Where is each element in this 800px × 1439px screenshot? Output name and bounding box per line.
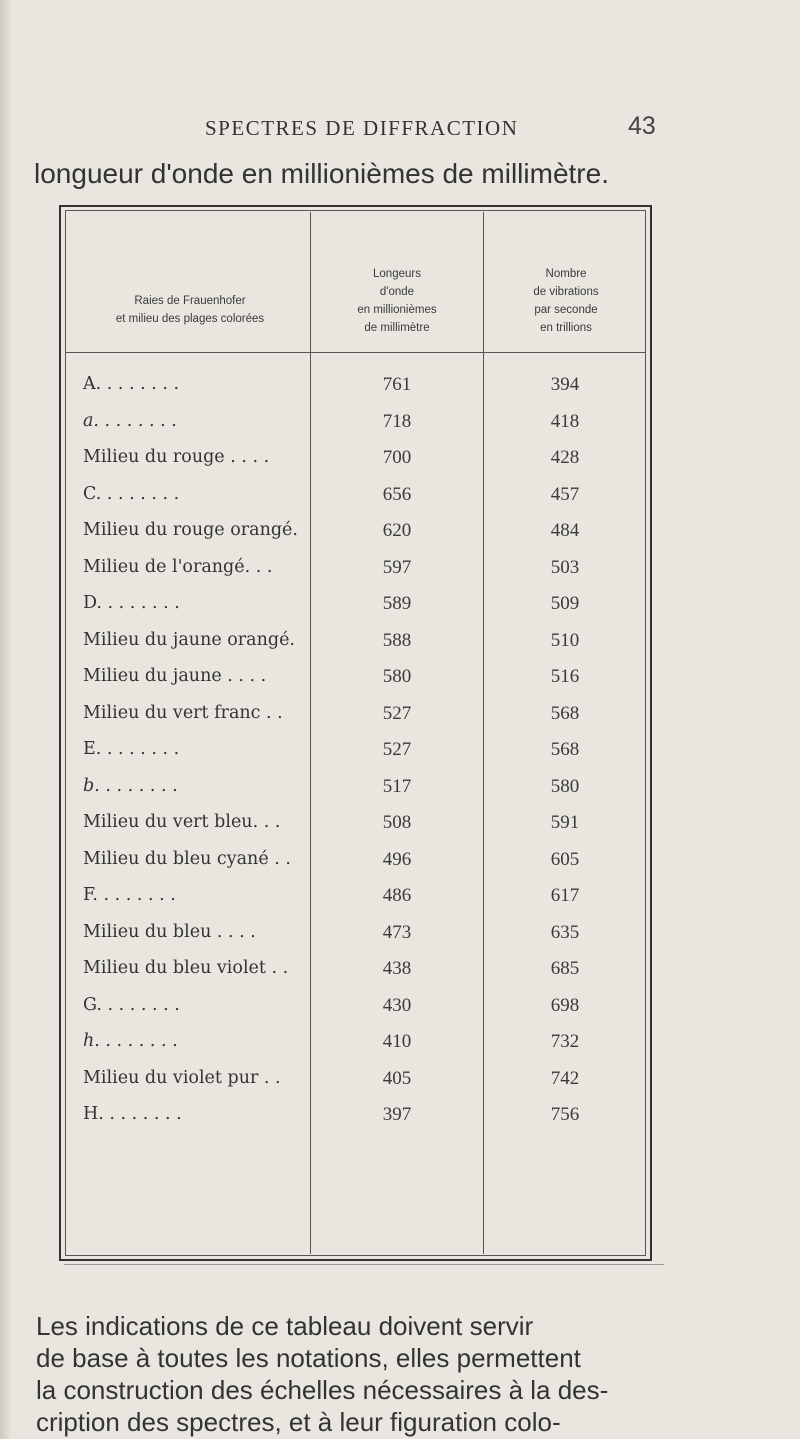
cell-wavelength: 508: [382, 812, 412, 833]
header-vibrations: [484, 265, 648, 337]
data-table: [59, 205, 652, 1261]
cell-vibrations: 510: [550, 629, 580, 651]
cell-wavelength: 761: [382, 374, 412, 395]
table-inner-border: [65, 210, 646, 1256]
cell-vibrations: 568: [550, 702, 580, 724]
paragraph-line: la construction des échelles nécessaires à la des-: [36, 1375, 609, 1405]
cell-wavelength: 589: [382, 593, 412, 614]
cell-wavelength: 517: [382, 775, 412, 797]
cell-vibrations: 617: [550, 885, 580, 906]
cell-vibrations: 503: [550, 556, 580, 578]
table-row: [61, 447, 654, 475]
table-row: [61, 1068, 654, 1096]
table-row: [61, 1104, 654, 1132]
cell-vibrations: 698: [550, 994, 580, 1016]
cell-wavelength: 397: [382, 1104, 412, 1125]
table-row: [61, 484, 654, 512]
paragraph-line: cription des spectres, et à leur figuration colo-: [36, 1407, 561, 1437]
cell-vibrations: 685: [550, 958, 580, 979]
cell-line-name: Milieu du vert bleu. . .: [83, 812, 281, 832]
cell-vibrations: 635: [550, 921, 580, 943]
table-row: [61, 812, 654, 840]
table-row: [61, 411, 654, 439]
cell-wavelength: 473: [382, 921, 412, 943]
table-row: [61, 776, 654, 804]
cell-vibrations: 742: [550, 1067, 580, 1089]
cell-vibrations: 394: [550, 374, 580, 395]
cell-line-name: Milieu du jaune orangé.: [83, 629, 295, 650]
page-number: 43: [628, 112, 656, 140]
cell-wavelength: 527: [382, 702, 412, 724]
cell-line-name: Milieu du bleu . . . .: [83, 921, 256, 942]
cell-vibrations: 509: [550, 593, 580, 614]
cell-line-name: b. . . . . . . .: [83, 775, 178, 796]
header-line: en millionièmes: [357, 304, 437, 316]
cell-wavelength: 410: [382, 1031, 412, 1052]
table-row: [61, 995, 654, 1023]
header-divider: [66, 352, 645, 353]
cell-wavelength: 438: [382, 958, 412, 979]
header-frauenhofer: [71, 292, 309, 328]
table-row: [61, 630, 654, 658]
table-row: [61, 557, 654, 585]
header-line: de millimètre: [364, 322, 430, 334]
table-row: [61, 1031, 654, 1059]
cell-line-name: Milieu du bleu cyané . .: [83, 848, 291, 869]
cell-line-name: D. . . . . . . .: [83, 593, 180, 613]
cell-line-name: C. . . . . . . .: [83, 483, 180, 504]
header-wavelength: [311, 265, 483, 337]
cell-vibrations: 457: [550, 483, 580, 505]
cell-wavelength: 718: [382, 410, 412, 432]
body-paragraph: [36, 1310, 776, 1438]
bottom-rule: [64, 1264, 664, 1265]
table-row: [61, 739, 654, 767]
cell-vibrations: 591: [550, 812, 580, 833]
cell-wavelength: 597: [382, 556, 412, 578]
table-row: [61, 520, 654, 548]
cell-line-name: Milieu du jaune . . . .: [83, 666, 267, 686]
header-line: Raies de Frauenhofer: [134, 295, 246, 307]
table-row: [61, 593, 654, 621]
running-head: [0, 112, 800, 152]
cell-vibrations: 580: [550, 775, 580, 797]
cell-vibrations: 418: [550, 410, 580, 432]
cell-vibrations: 756: [550, 1104, 580, 1125]
table-row: [61, 666, 654, 694]
table-row: [61, 885, 654, 913]
header-line: d'onde: [379, 286, 415, 298]
cell-line-name: Milieu du vert franc . .: [83, 702, 283, 723]
cell-wavelength: 700: [382, 447, 412, 468]
cell-wavelength: 620: [382, 520, 412, 541]
table-row: [61, 703, 654, 731]
header-line: en trillions: [540, 322, 592, 334]
cell-wavelength: 496: [382, 848, 412, 870]
cell-wavelength: 527: [382, 739, 412, 760]
cell-wavelength: 588: [382, 629, 412, 651]
header-line: Longeurs: [373, 268, 421, 280]
table-caption: longueur d'onde en millionièmes de millimètre.: [34, 158, 609, 189]
column-divider: [483, 212, 484, 1254]
cell-vibrations: 568: [550, 739, 580, 760]
header-line: de vibrations: [533, 286, 599, 298]
cell-vibrations: 732: [550, 1031, 580, 1052]
page-edge: [0, 0, 12, 1439]
cell-line-name: G. . . . . . . .: [83, 994, 180, 1015]
header-line: et milieu des plages colorées: [115, 313, 265, 325]
table-row: [61, 958, 654, 986]
running-title: SPECTRES DE DIFFRACTION: [205, 116, 519, 140]
cell-line-name: Milieu du rouge orangé.: [83, 520, 298, 540]
cell-vibrations: 484: [550, 520, 580, 541]
cell-vibrations: 428: [550, 447, 580, 468]
paragraph-line: de base à toutes les notations, elles permettent: [36, 1343, 581, 1373]
paragraph-line: Les indications de ce tableau doivent servir: [36, 1311, 534, 1341]
cell-line-name: Milieu du bleu violet . .: [83, 958, 289, 978]
cell-line-name: H. . . . . . . .: [83, 1104, 182, 1124]
header-line: par seconde: [534, 304, 598, 316]
cell-vibrations: 605: [550, 848, 580, 870]
table-row: [61, 922, 654, 950]
cell-wavelength: 656: [382, 483, 412, 505]
cell-wavelength: 580: [382, 666, 412, 687]
cell-wavelength: 486: [382, 885, 412, 906]
cell-wavelength: 430: [382, 994, 412, 1016]
cell-line-name: A. . . . . . . .: [83, 374, 180, 394]
cell-wavelength: 405: [382, 1067, 412, 1089]
cell-line-name: a. . . . . . . .: [83, 410, 177, 431]
cell-line-name: Milieu du violet pur . .: [83, 1067, 281, 1088]
cell-line-name: F. . . . . . . .: [83, 885, 176, 905]
cell-line-name: Milieu du rouge . . . .: [83, 447, 270, 467]
cell-line-name: E. . . . . . . .: [83, 739, 180, 759]
header-line: Nombre: [545, 268, 587, 280]
table-row: [61, 374, 654, 402]
cell-line-name: Milieu de l'orangé. . .: [83, 556, 273, 577]
cell-vibrations: 516: [550, 666, 580, 687]
column-divider: [310, 212, 311, 1254]
cell-line-name: h. . . . . . . .: [83, 1031, 178, 1051]
table-row: [61, 849, 654, 877]
